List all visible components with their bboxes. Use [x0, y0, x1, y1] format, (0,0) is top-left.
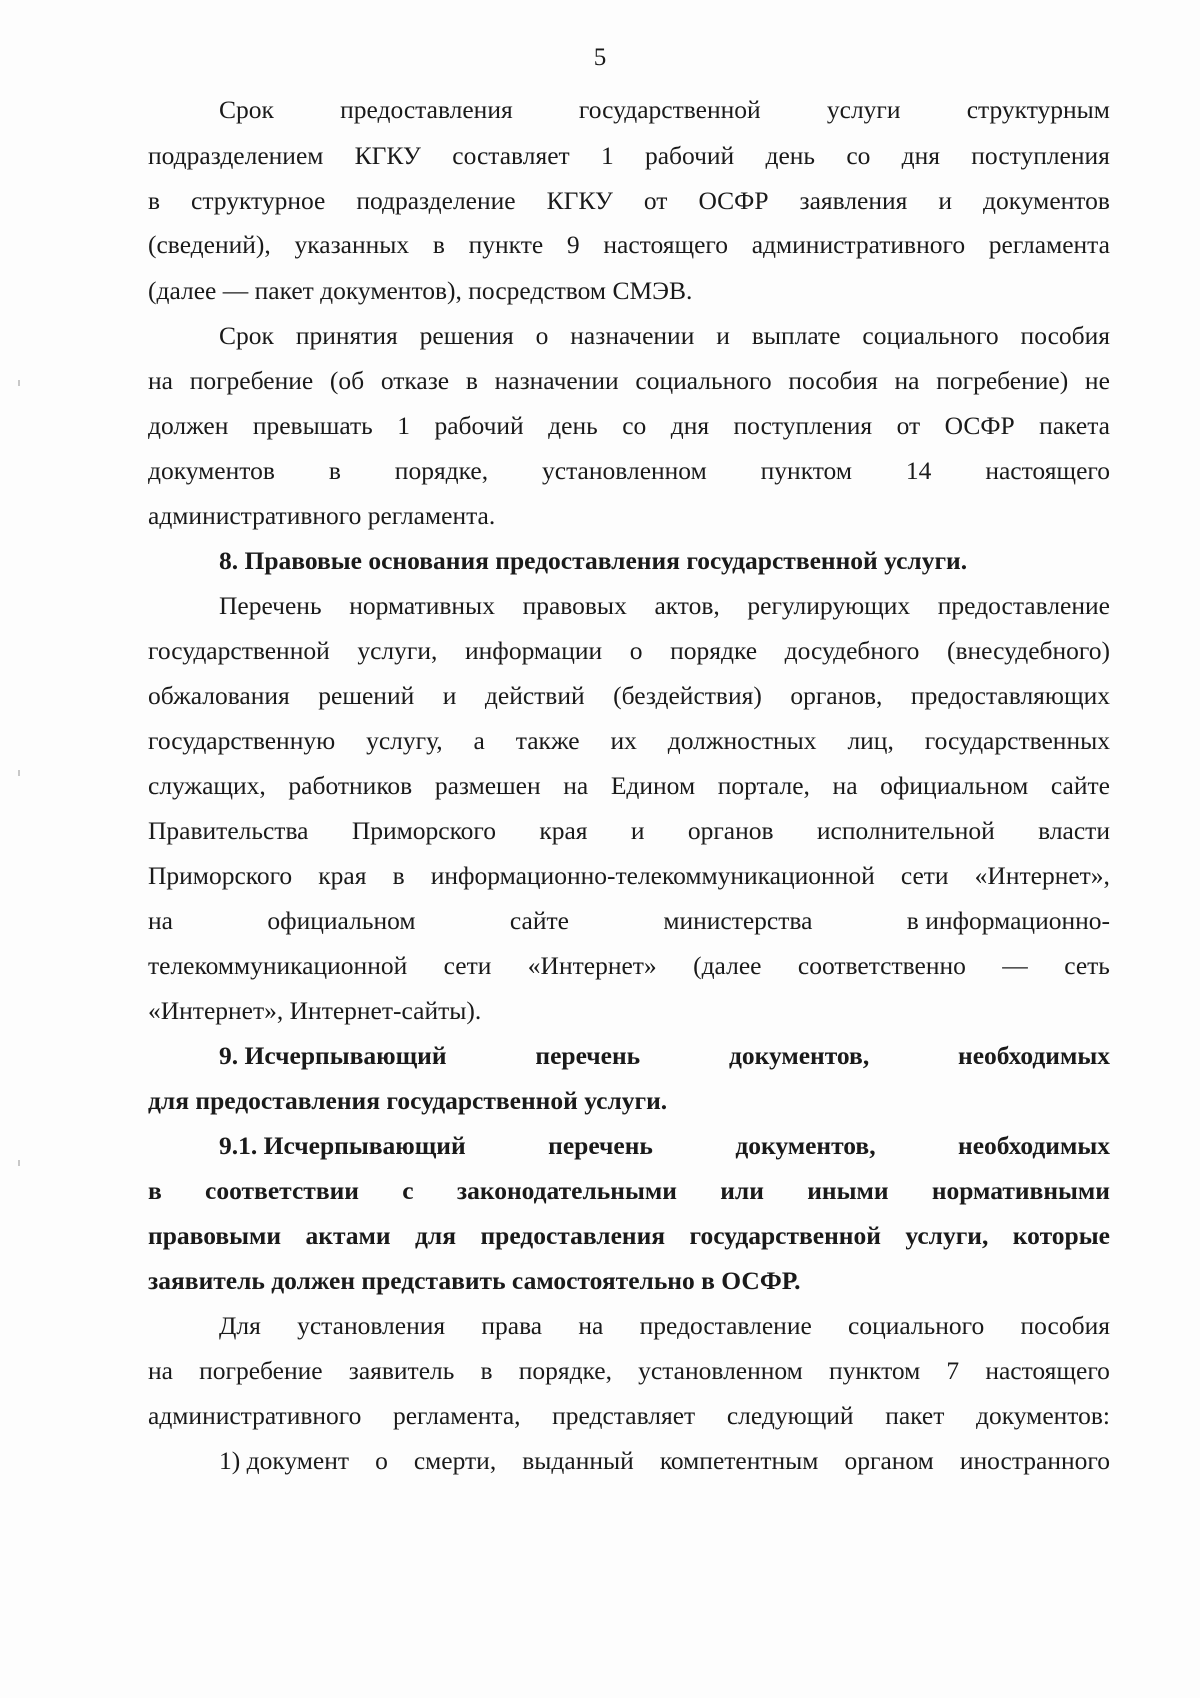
word: в — [480, 1356, 493, 1385]
paragraph-line — [148, 141, 1110, 171]
scan-artifact — [18, 380, 20, 386]
page-number: 5 — [593, 44, 607, 71]
word: государственной — [689, 1221, 881, 1250]
word: выплате — [751, 321, 841, 350]
word: составляет — [452, 141, 570, 170]
word: в — [148, 1176, 162, 1205]
word: смерти, — [413, 1446, 497, 1475]
word: превышать — [252, 411, 373, 440]
word: установления — [297, 1311, 446, 1340]
word: следующий — [726, 1401, 854, 1430]
paragraph-line — [219, 591, 1110, 621]
word: со — [846, 141, 871, 170]
paragraph-line — [148, 771, 1110, 801]
word: правовыми — [148, 1221, 282, 1250]
word: Перечень — [219, 591, 322, 620]
word: 1) документ — [219, 1446, 350, 1475]
paragraph-line — [148, 1356, 1110, 1386]
word: о — [629, 636, 643, 665]
word: необходимых — [958, 1131, 1110, 1160]
word: пакет — [885, 1401, 945, 1430]
word: нормативными — [931, 1176, 1110, 1205]
word: и — [630, 816, 645, 845]
paragraph-line — [148, 726, 1110, 756]
word: сети — [900, 861, 949, 890]
word: КГКУ — [354, 141, 421, 170]
word: с — [402, 1176, 414, 1205]
word: документов: — [976, 1401, 1110, 1430]
word: (внесудебного) — [947, 636, 1110, 665]
word: предоставление — [639, 1311, 812, 1340]
paragraph-line — [148, 681, 1110, 711]
word: на — [578, 1311, 604, 1340]
word: телекоммуникационной — [148, 951, 408, 980]
word: погребение — [189, 366, 314, 395]
word: необходимых — [958, 1041, 1110, 1070]
paragraph-line — [148, 456, 1110, 486]
word: услуги, — [905, 1221, 989, 1250]
word: действий — [484, 681, 585, 710]
section-heading: для предоставления государственной услуги. — [148, 1086, 668, 1115]
paragraph-line — [219, 1311, 1110, 1341]
paragraph-line — [148, 411, 1110, 441]
word: (сведений), — [148, 230, 271, 259]
word: органом — [844, 1446, 934, 1475]
word: (далее — [693, 951, 762, 980]
word: административного — [751, 230, 966, 259]
word: на — [563, 771, 589, 800]
word: «Интернет», — [974, 861, 1110, 890]
word: от — [643, 186, 668, 215]
paragraph-line — [219, 321, 1110, 351]
word: предоставления — [340, 95, 513, 124]
word: пунктом — [828, 1356, 921, 1385]
word: Правительства — [148, 816, 309, 845]
word: заявления — [799, 186, 908, 215]
word: государственную — [148, 726, 336, 755]
word: отказе — [380, 366, 450, 395]
word: в — [465, 366, 478, 395]
word: размешен — [434, 771, 541, 800]
word: о — [375, 1446, 388, 1475]
word: для — [415, 1221, 457, 1250]
word: перечень — [548, 1131, 653, 1160]
word: заявитель — [348, 1356, 455, 1385]
word: государственной — [148, 636, 330, 665]
word: Срок — [219, 95, 274, 124]
word: регламента — [988, 230, 1110, 259]
word: 9.1. Исчерпывающий — [219, 1131, 466, 1160]
paragraph-line — [219, 95, 1110, 125]
word: настоящего — [603, 230, 728, 259]
paragraph-line: административного регламента. — [148, 501, 496, 530]
paragraph-line — [148, 951, 1110, 981]
word: министерства — [663, 906, 813, 935]
subsection-heading — [148, 1176, 1110, 1206]
word: Едином — [610, 771, 696, 800]
word: настоящего — [985, 1356, 1110, 1385]
word: (об — [329, 366, 365, 395]
word: 7 — [946, 1356, 960, 1385]
word: компетентным — [659, 1446, 819, 1475]
word: в информационно- — [906, 906, 1110, 935]
word: портале, — [717, 771, 810, 800]
word: поступления — [733, 411, 873, 440]
paragraph-line — [148, 366, 1110, 396]
word: порядке — [670, 636, 758, 665]
word: информационно-телекоммуникационной — [430, 861, 875, 890]
word: которые — [1012, 1221, 1110, 1250]
word: Срок — [219, 321, 274, 350]
word: административного — [148, 1401, 362, 1430]
word: погребение) — [936, 366, 1069, 395]
word: и — [716, 321, 730, 350]
word: 14 — [905, 456, 932, 485]
word: а — [473, 726, 485, 755]
word: Для — [219, 1311, 261, 1340]
word: пособия — [1020, 1311, 1110, 1340]
word: принятия — [295, 321, 398, 350]
word: дня — [670, 411, 710, 440]
word: порядке, — [394, 456, 489, 485]
word: края — [318, 861, 367, 890]
list-item — [219, 1446, 1110, 1476]
word: регламента, — [392, 1401, 521, 1430]
word: на — [148, 906, 173, 935]
word: официальном — [880, 771, 1029, 800]
paragraph-line — [148, 861, 1110, 891]
word: органов, — [790, 681, 883, 710]
word: актов, — [654, 591, 720, 620]
word: социального — [848, 1311, 985, 1340]
word: документов, — [728, 1041, 870, 1070]
word: от — [896, 411, 921, 440]
word: со — [622, 411, 647, 440]
word: предоставление — [937, 591, 1110, 620]
word: лиц, — [847, 726, 894, 755]
word: пакета — [1039, 411, 1110, 440]
word: подразделение — [356, 186, 516, 215]
paragraph-line: «Интернет», Интернет-сайты). — [148, 996, 482, 1025]
word: ОСФР — [944, 411, 1015, 440]
word: Приморского — [351, 816, 496, 845]
word: официальном — [267, 906, 416, 935]
paragraph-line — [148, 230, 1110, 260]
subsection-heading: заявитель должен представить самостоятельно в ОСФР. — [148, 1266, 801, 1295]
word: сайте — [509, 906, 569, 935]
word: государственной — [578, 95, 761, 124]
word: их — [610, 726, 637, 755]
word: законодательными — [456, 1176, 677, 1205]
word: ОСФР — [698, 186, 769, 215]
word: в — [328, 456, 341, 485]
word: установленном — [542, 456, 707, 485]
word: сеть — [1064, 951, 1110, 980]
word: документов — [148, 456, 275, 485]
word: 1 — [397, 411, 410, 440]
word: поступления — [971, 141, 1110, 170]
word: на — [148, 366, 173, 395]
word: Приморского — [148, 861, 293, 890]
word: рабочий — [434, 411, 524, 440]
word: и — [938, 186, 953, 215]
word: день — [548, 411, 598, 440]
paragraph-line — [148, 1401, 1110, 1431]
word: также — [515, 726, 580, 755]
word: о — [535, 321, 549, 350]
word: рабочий — [644, 141, 735, 170]
word: на — [894, 366, 920, 395]
word: на — [148, 1356, 173, 1385]
word: дня — [901, 141, 941, 170]
word: края — [539, 816, 588, 845]
word: сети — [443, 951, 492, 980]
word: 1 — [600, 141, 614, 170]
word: иностранного — [959, 1446, 1110, 1475]
word: представляет — [552, 1401, 696, 1430]
word: решения — [419, 321, 514, 350]
word: пособия — [1020, 321, 1110, 350]
word: сайте — [1050, 771, 1110, 800]
word: структурным — [966, 95, 1110, 124]
word: указанных — [294, 230, 410, 259]
word: соответствии — [205, 1176, 359, 1205]
word: выданный — [522, 1446, 634, 1475]
word: правовых — [522, 591, 627, 620]
word: подразделением — [148, 141, 324, 170]
word: соответственно — [797, 951, 966, 980]
word: пособия — [788, 366, 878, 395]
word: работников — [288, 771, 413, 800]
word: актами — [305, 1221, 391, 1250]
word: услуги — [826, 95, 901, 124]
word: 9 — [566, 230, 580, 259]
word: информации — [465, 636, 603, 665]
word: власти — [1038, 816, 1110, 845]
paragraph-line — [148, 906, 1110, 936]
word: не — [1084, 366, 1110, 395]
word: на — [832, 771, 858, 800]
word: пункте — [468, 230, 544, 259]
word: перечень — [535, 1041, 641, 1070]
word: нормативных — [349, 591, 495, 620]
word: пунктом — [760, 456, 852, 485]
word: «Интернет» — [527, 951, 657, 980]
word: должен — [148, 411, 229, 440]
word: структурное — [191, 186, 326, 215]
word: назначении — [570, 321, 695, 350]
word: права — [481, 1311, 543, 1340]
scan-artifact — [18, 1160, 20, 1166]
word: (бездействия) — [613, 681, 762, 710]
word: назначении — [494, 366, 619, 395]
word: органов — [687, 816, 774, 845]
word: в — [148, 186, 161, 215]
section-heading — [219, 1041, 1110, 1071]
subsection-heading — [219, 1131, 1110, 1161]
scan-artifact — [18, 770, 20, 776]
subsection-heading — [148, 1221, 1110, 1251]
word: социального — [635, 366, 772, 395]
word: услугу, — [366, 726, 443, 755]
word: в — [432, 230, 445, 259]
word: предоставляющих — [910, 681, 1110, 710]
word: КГКУ — [546, 186, 613, 215]
word: служащих, — [148, 771, 266, 800]
word: в — [392, 861, 405, 890]
word: досудебного — [784, 636, 920, 665]
paragraph-line — [148, 186, 1110, 216]
word: исполнительной — [816, 816, 995, 845]
section-heading: 8. Правовые основания предоставления государственной услуги. — [219, 546, 968, 575]
word: день — [765, 141, 816, 170]
word: документов — [983, 186, 1110, 215]
word: или — [720, 1176, 764, 1205]
word: предоставления — [480, 1221, 666, 1250]
word: погребение — [199, 1356, 323, 1385]
word: социального — [862, 321, 999, 350]
word: услуги, — [357, 636, 438, 665]
word: настоящего — [985, 456, 1110, 485]
word: 9. Исчерпывающий — [219, 1041, 447, 1070]
word: — — [1002, 951, 1028, 980]
word: обжалования — [148, 681, 290, 710]
word: должностных — [667, 726, 817, 755]
word: и — [442, 681, 457, 710]
paragraph-line: (далее — пакет документов), посредством СМЭВ. — [148, 276, 693, 305]
word: государственных — [924, 726, 1110, 755]
word: документов, — [735, 1131, 876, 1160]
word: установленном — [638, 1356, 803, 1385]
word: иными — [807, 1176, 889, 1205]
word: порядке, — [518, 1356, 612, 1385]
paragraph-line — [148, 816, 1110, 846]
paragraph-line — [148, 636, 1110, 666]
word: решений — [318, 681, 415, 710]
word: регулирующих — [747, 591, 911, 620]
